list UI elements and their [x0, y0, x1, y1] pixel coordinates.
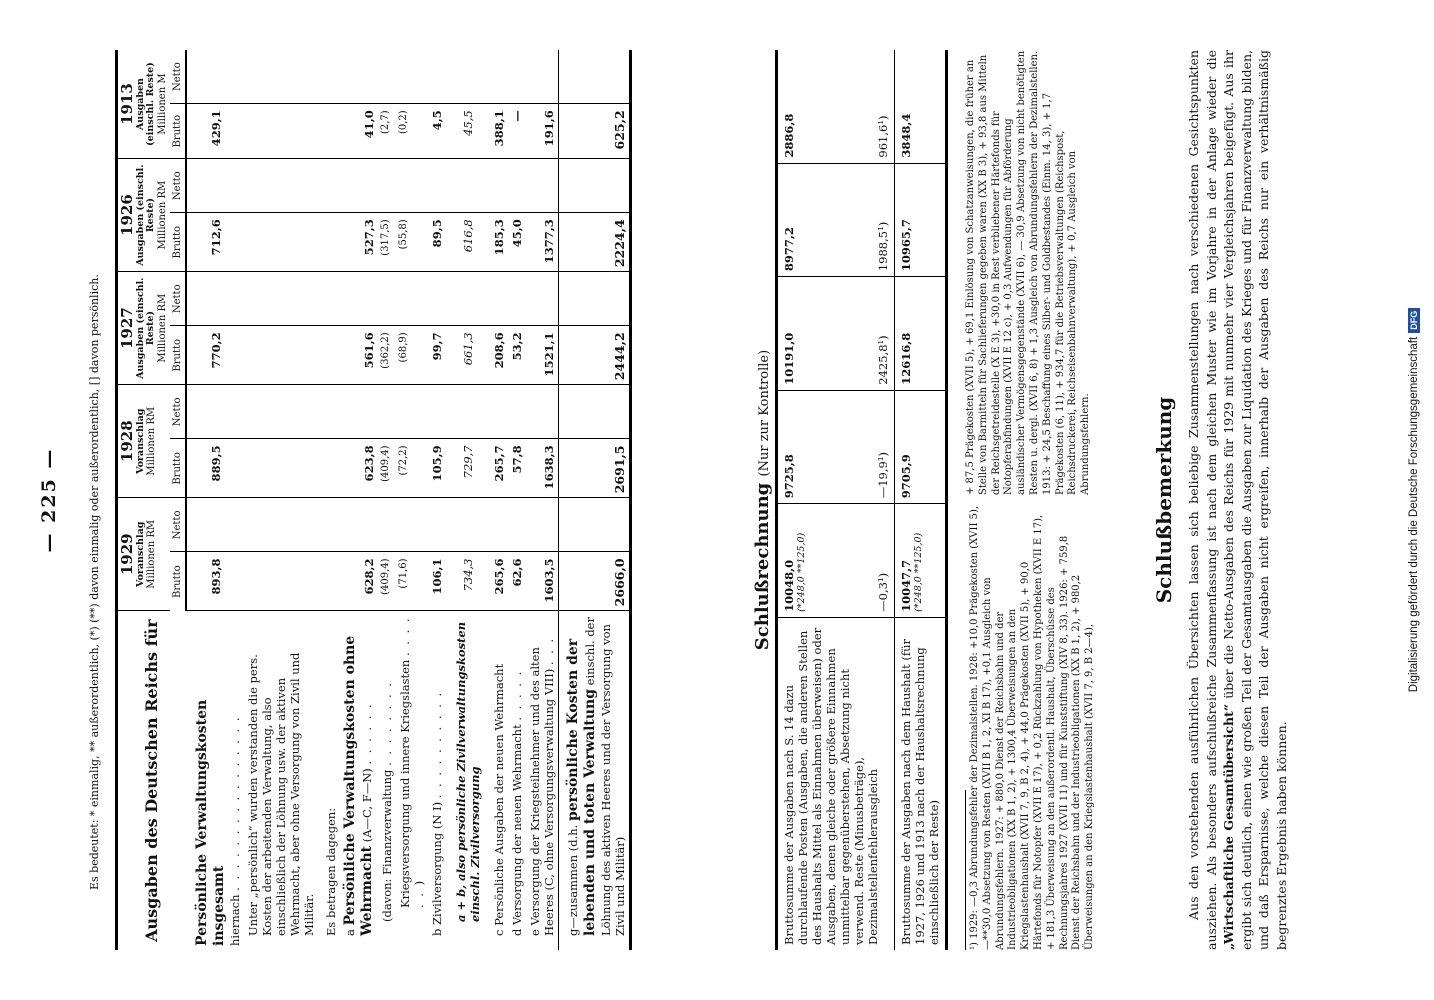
table-cell: 729,7: [446, 439, 490, 498]
table-row-total: [559, 50, 631, 950]
table-cell: (55,8): [396, 213, 428, 272]
row-label: Bruttosumme der Ausgaben nach S. 14 dazu durchlaufende Posten (Ausgaben, die anderen Stellen des Haushalts Mittel als Einnahmen überweisen) oder Ausgaben, denen gleiche oder größere Einnahmen unmittelbar gegenüberstehen, Absetzung nicht verwend. Reste (Minusbeträge), Dezimalstellenfehlerausgleich: [782, 627, 881, 945]
table-cell: 10048,0 (*248,0 **125,0) —0,3¹): [777, 504, 895, 618]
table-cell: 1603,5: [526, 552, 559, 611]
table-cell: 734,3: [446, 552, 490, 611]
table-cell: (72,2): [396, 439, 428, 498]
table-row: [396, 50, 428, 950]
table-cell: 10047,7 (*248,0 **125,0): [895, 504, 947, 618]
table-cell: (362,2): [378, 326, 396, 385]
row-label: Es betragen dagegen:: [323, 807, 338, 936]
year-header-1929: 1929 Voranschlag Millionen RM: [117, 498, 170, 611]
netto-header: Netto: [170, 159, 186, 213]
schlussrechnung-heading: Schlußrechnung (Nur zur Kontrolle): [752, 349, 773, 651]
table-cell: 265,6: [490, 552, 508, 611]
netto-header: Netto: [170, 498, 186, 552]
table-cell: 893,8: [186, 552, 244, 611]
footnote-left: ¹) 1929: —0,3 Abrundungsfehler der Dezimalstellen. 1928: +10,0 Prägekosten (XVII 5), —**30,0 Absetzung von Resten (XVII B 1, 2, XI B 17), +0,1 Ausgleich von Abrundungsfehlern. 1927: + 880,0 Dienst der Reichsbahn und der Industrieobligationen (XX B 1, 2), + 1300,4 Überweisungen an den Kriegslastenhaushalt (XVII 7, 9, B 2, 4), + 44,0 Prägekosten (XVII 5), + 90,0 Härtefonds für Notopfer (XVII E 17), + 0,2 Rückzahlung von Hypotheken (XVII E 17), + 181,3 Überweisung an den außerordentl. Haushalt, Überschüsse des Rechnungsjahres 1927 (XVII 11) und für Kunststiftung (XIV 8, 33). 1926: + 759,8 Dienst der Reichsbahn und der Industrieobligationen (XX B 1, 2), + 980,2 Überweisungen an den Kriegslastenhaushalt (XVII 7, 9, B 2—4),: [965, 505, 1097, 950]
table-row: [526, 50, 559, 950]
remark-paragraph: Aus den vorstehenden ausführlichen Übersichten lassen sich beliebige Zusammenstellungen nach verschiedenen Gesichtspunkten ausziehen. Als besonders aufschlußreiche Zusammenfassung ist nach dem gleichen Muster wie im Vorjahre in der Anlage wieder die „Wirtschaftliche Gesamtübersicht“ über die Netto-Ausgaben des Reichs für 1929 mit nunmehr vier Vergleichsjahren beigefügt. Aus ihr ergibt sich deutlich, einen wie großen Teil der Gesamtausgaben die Ausgaben zur Liquidation des Krieges und für Finanzverwaltung bilden, und daß Ersparnisse, welche diesen Teil der Ausgaben nicht ergreifen, innerhalb der Ausgaben des Reichs nur ein verhältnismäßig begrenztes Ergebnis haben können.: [1186, 50, 1289, 950]
dfg-logo: DFG: [1408, 308, 1420, 333]
table-cell: 89,5: [428, 213, 446, 272]
table-cell: 9725,8 —19,9¹): [777, 390, 895, 504]
table-cell: (409,4): [378, 552, 396, 611]
table-row: [340, 50, 378, 950]
dfg-credit: Digitalisierung gefördert durch die Deutsche ForschungsgemeinschaftDFG: [1408, 0, 1420, 1000]
brutto-header: Brutto: [170, 439, 186, 498]
table-cell: 265,7: [490, 439, 508, 498]
table-cell: 57,8: [508, 439, 526, 498]
table-cell: 628,2: [340, 552, 378, 611]
row-label: g—zusammen (d.h. persönliche Kosten der lebenden und toten Verwaltung einschl. der Löhnung des aktiven Heeres und der Versorgung von Zivil und Militär): [559, 611, 631, 950]
table-cell: 4,5: [428, 104, 446, 159]
footnote-right: + 87,5 Prägekosten (XVII 5), + 69,1 Einlösung von Schatzanweisungen, die früher an Stelle von Barmitteln für Sachlieferungen gegeben waren (XX B 3), + 93,8 aus Mitteln der Reichsgetreidestelle (X E 3), +30,0 in Rest verbliebener Härtefonds für Notopferabfindungen (XVII E 12 c), + 0,3 Aufwendungen für Abförderung ausländischer Vermögensgegenstände (XVII 6), — 30,9 Absetzung von nicht benötigten Resten u. dergl. (XVII 6, 8) + 1,3 Ausgleich von Abrundungsfehlern der Dezimalstellen. 1913: + 24,5 Beschaffung eines Silber- und Goldbestandes (Einm. 14, 3), + 1,7 Prägekosten (6, 11), + 934,7 für die Betriebsverwaltungen (Reichspost, Reichsdruckerei, Reichseisenbahnverwaltung), + 0,7 Ausgleich von Abrundungsfehlern.: [965, 50, 1092, 495]
table-cell: 3848,4: [895, 50, 947, 163]
table-cell: 10191,0 2425,8¹): [777, 277, 895, 391]
row-label: d Versorgung der neuen Wehrmacht . . . . .: [510, 669, 525, 936]
row-label: Kriegsversorgung und innere Kriegslasten . . . . . . ): [398, 616, 427, 908]
table-cell: 388,1: [490, 104, 508, 159]
table-cell: 2666,0: [559, 552, 631, 611]
table-cell: 1521,1: [526, 326, 559, 385]
table-row: [895, 50, 947, 950]
table-cell: 623,8: [340, 439, 378, 498]
table-row: [508, 50, 526, 950]
table-cell: 45,5: [446, 104, 490, 159]
table-cell: 527,3: [340, 213, 378, 272]
page-number: — 225 —: [38, 447, 60, 553]
check-table: [775, 50, 948, 950]
row-label: Bruttosumme der Ausgaben nach dem Haushalt (für 1927, 1926 und 1913 nach der Haushaltsrechnung einschließlich der Reste): [895, 617, 947, 950]
table-cell: 105,9: [428, 439, 446, 498]
table-cell: 10965,7: [895, 163, 947, 277]
row-note: Unter „persönlich“ wurden verstanden die pers. Kosten der arbeitenden Verwaltung, also einschließlich der Löhnung usw. der aktiven Wehrmacht, aber ohne Versorgung von Zivil und Militär.: [245, 652, 316, 936]
table-cell: 191,6: [526, 104, 559, 159]
remark-heading: Schlußbemerkung: [1152, 396, 1176, 604]
table-row: [777, 50, 895, 950]
table-cell: 12616,8: [895, 277, 947, 391]
table-row: [244, 50, 318, 950]
brutto-header: Brutto: [170, 552, 186, 611]
row-label: a Persönliche Verwaltungskosten ohne Wehrmacht (A—C, F—N) . . . . . .: [341, 635, 375, 936]
table-cell: 661,3: [446, 326, 490, 385]
table-row: [186, 50, 244, 950]
table-cell: (71,6): [396, 552, 428, 611]
row-label: (davon: Finanzverwaltung . . . . . . . .: [380, 681, 395, 922]
table-cell: —: [508, 104, 526, 159]
row-label: Persönliche Verwaltungskosten insgesamt hiernach . . . . . . . . . . . . . . . .: [193, 699, 242, 946]
year-header-1926: 1926 Ausgaben (einschl. Reste) Millionen RM: [117, 159, 170, 272]
footnotes: [965, 50, 1097, 950]
table-cell: (68,9): [396, 326, 428, 385]
table-cell: 712,6: [186, 213, 244, 272]
table-title: Ausgaben des Deutschen Reichs für: [142, 619, 162, 942]
year-header-1913: 1913 Ausgaben (einschl. Reste) Millionen M: [117, 50, 170, 159]
table-cell: 9705,9: [895, 390, 947, 504]
table-cell: 561,6: [340, 326, 378, 385]
legend-line: Es bedeutet: * einmalig, ** außerordentlich, (*) (**) davon einmalig oder außerordentlich, [] davon persönlich.: [88, 274, 101, 890]
row-label: a + b, also persönliche Zivilverwaltungskosten einschl. Zivilversorgung: [454, 621, 483, 922]
brutto-header: Brutto: [170, 326, 186, 385]
table-cell: 1377,3: [526, 213, 559, 272]
table-row: [490, 50, 508, 950]
row-label: c Persönliche Ausgaben der neuen Wehrmacht: [492, 663, 507, 936]
table-row: [318, 50, 340, 950]
table-cell: 106,1: [428, 552, 446, 611]
table-cell: (317,5): [378, 213, 396, 272]
table-cell: (0,2): [396, 104, 428, 159]
row-label: e Versorgung der Kriegsteilnehmer und des alten Heeres (C, ohne Versorgungsverwaltung VIII) . . .: [528, 636, 557, 936]
table-cell: 2444,2: [559, 326, 631, 385]
table-cell: 45,0: [508, 213, 526, 272]
table-cell: 62,6: [508, 552, 526, 611]
table-cell: 8977,2 1988,5¹): [777, 163, 895, 277]
year-header-1928: 1928 Voranschlag Millionen RM: [117, 385, 170, 498]
table-cell: 2224,4: [559, 213, 631, 272]
netto-header: Netto: [170, 272, 186, 326]
year-header-1927: 1927 Ausgaben (einschl. Reste) Millionen RM: [117, 272, 170, 385]
netto-header: Netto: [170, 50, 186, 104]
table-row: [446, 50, 490, 950]
table-cell: 625,2: [559, 104, 631, 159]
netto-header: Netto: [170, 385, 186, 439]
table-cell: 2886,8 961,6¹): [777, 50, 895, 163]
table-cell: 2691,5: [559, 439, 631, 498]
table-cell: 99,7: [428, 326, 446, 385]
brutto-header: Brutto: [170, 104, 186, 159]
table-row: [428, 50, 446, 950]
expenditure-table: [115, 50, 632, 950]
table-cell: 53,2: [508, 326, 526, 385]
table-cell: 889,5: [186, 439, 244, 498]
brutto-header: Brutto: [170, 213, 186, 272]
row-label: b Zivilversorgung (N I) . . . . . . . . . .: [430, 690, 445, 936]
table-cell: 185,3: [490, 213, 508, 272]
table-cell: 770,2: [186, 326, 244, 385]
table-cell: 1638,3: [526, 439, 559, 498]
table-row: [378, 50, 396, 950]
table-cell: (2,7): [378, 104, 396, 159]
table-cell: 616,8: [446, 213, 490, 272]
table-cell: (409,4): [378, 439, 396, 498]
table-cell: 208,6: [490, 326, 508, 385]
table-cell: 41,0: [340, 104, 378, 159]
table-cell: 429,1: [186, 104, 244, 159]
